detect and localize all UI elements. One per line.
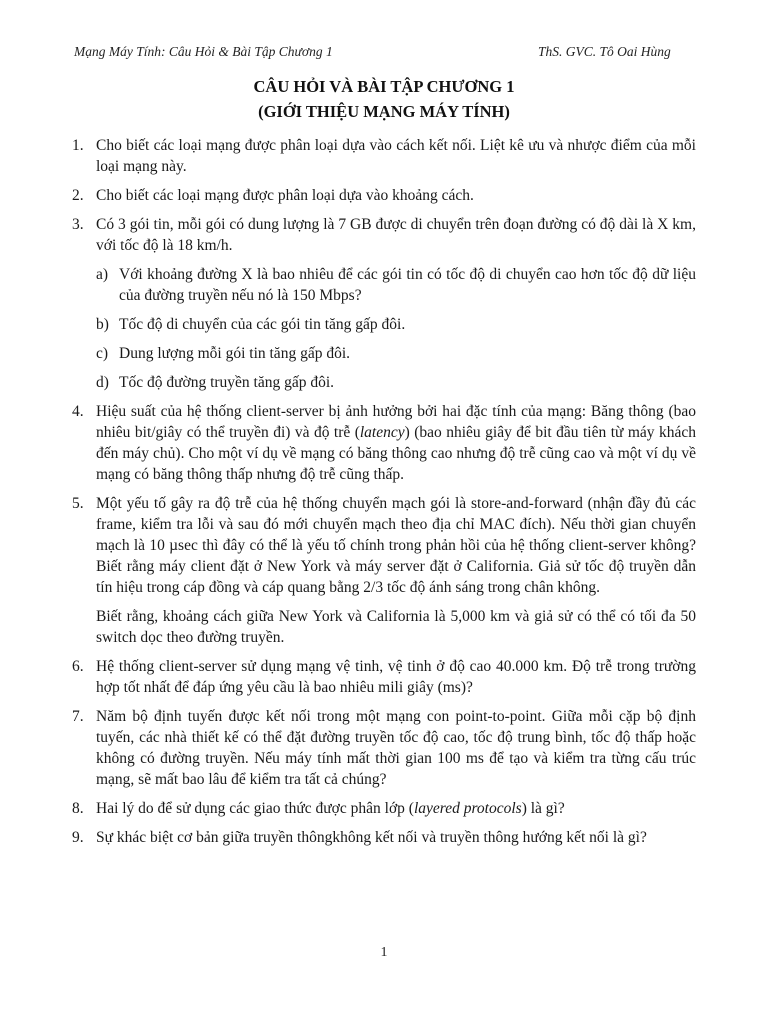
- question-number: 1.: [72, 137, 84, 154]
- question-3: [72, 214, 696, 256]
- header-course-title: Mạng Máy Tính: Câu Hỏi & Bài Tập Chương 1: [74, 44, 333, 59]
- part-text: Với khoảng đường X là bao nhiêu để các gói tin có tốc độ di chuyển cao hơn tốc độ dữ liệu của đường truyền nếu nó là 150 Mbps?: [119, 266, 696, 304]
- question-text: [96, 798, 696, 819]
- question-number: 7.: [72, 708, 84, 725]
- question-1: [72, 135, 696, 177]
- question-text: Có 3 gói tin, mỗi gói có dung lượng là 7 GB được di chuyển trên đoạn đường có độ dài là X km, với tốc độ là 18 km/h.: [96, 216, 696, 254]
- question-text: Năm bộ định tuyến được kết nối trong một mạng con point-to-point. Giữa mỗi cặp bộ định tuyến, các nhà thiết kế có thể đặt đường truyền tốc độ cao, tốc độ trung bình, tốc độ thấp hoặc không có đường truyền. Nếu máy tính mất thời gian 100 ms để tạo và kiểm tra từng cấu trúc mạng, sẽ mất bao lâu để kiểm tra tất cả chúng?: [96, 708, 696, 788]
- question-number: 3.: [72, 216, 84, 233]
- text-segment: Hiệu suất của hệ thống client-server bị ảnh hưởng bởi hai đặc tính của mạng: Băng thông (bao nhiêu bit/giây có thể truyền đi) và độ trễ (: [96, 403, 696, 441]
- question-text: [96, 401, 696, 485]
- part-label: c): [96, 345, 109, 362]
- part-label: d): [96, 374, 109, 391]
- question-text: Sự khác biệt cơ bản giữa truyền thôngkhông kết nối và truyền thông hướng kết nối là gì?: [96, 829, 647, 846]
- part-text: Dung lượng mỗi gói tin tăng gấp đôi.: [119, 345, 351, 362]
- page-number: 1: [380, 945, 388, 960]
- question-text: Cho biết các loại mạng được phân loại dựa vào khoảng cách.: [96, 187, 474, 204]
- question-5-note: Biết rằng, khoảng cách giữa New York và California là 5,000 km và giả sử có thể có tối đa 50 switch dọc theo đường truyền.: [96, 608, 696, 646]
- text-segment: ) là gì?: [521, 800, 565, 817]
- question-9: [72, 827, 696, 848]
- question-2: [72, 185, 696, 206]
- text-segment: ) (bao nhiêu giây để bit đầu tiên từ máy khách đến máy chủ). Cho một ví dụ về mạng có băng thông cao nhưng độ trễ cũng cao và một ví dụ về mạng có băng thông thấp nhưng độ trễ cũng thấp.: [96, 424, 696, 483]
- italic-term: latency: [359, 424, 405, 441]
- question-8: [72, 798, 696, 819]
- question-7: [72, 706, 696, 790]
- question-3-part-b: [96, 314, 696, 335]
- question-4: [72, 401, 696, 485]
- question-number: 8.: [72, 800, 84, 817]
- question-list: [0, 128, 768, 848]
- question-number: 5.: [72, 495, 84, 512]
- page-subtitle: (GIỚI THIỆU MẠNG MÁY TÍNH): [258, 102, 510, 121]
- text-segment: Hai lý do để sử dụng các giao thức được phân lớp (: [96, 800, 414, 817]
- header-author: ThS. GVC. Tô Oai Hùng: [538, 44, 671, 59]
- question-number: 4.: [72, 403, 84, 420]
- part-label: b): [96, 316, 109, 333]
- question-text: Hệ thống client-server sử dụng mạng vệ tinh, vệ tinh ở độ cao 40.000 km. Độ trễ trong trường hợp tốt nhất để đáp ứng yêu cầu là bao nhiêu mili giây (ms)?: [96, 658, 696, 696]
- question-6: [72, 656, 696, 698]
- question-number: 2.: [72, 187, 84, 204]
- part-text: Tốc độ đường truyền tăng gấp đôi.: [119, 374, 335, 391]
- italic-term: layered protocols: [413, 800, 522, 817]
- part-label: a): [96, 266, 109, 283]
- page-title: CÂU HỎI VÀ BÀI TẬP CHƯƠNG 1: [253, 77, 515, 96]
- question-5: [72, 493, 696, 598]
- question-number: 9.: [72, 829, 84, 846]
- part-text: Tốc độ di chuyển của các gói tin tăng gấp đôi.: [119, 316, 406, 333]
- question-text: Cho biết các loại mạng được phân loại dựa vào cách kết nối. Liệt kê ưu và nhược điểm của mỗi loại mạng này.: [96, 137, 696, 175]
- question-3-part-c: [96, 343, 696, 364]
- question-number: 6.: [72, 658, 84, 675]
- question-text: Một yếu tố gây ra độ trễ của hệ thống chuyển mạch gói là store-and-forward (nhận đầy đủ các frame, kiểm tra lỗi và sau đó mới chuyển mạch theo địa chỉ MAC đích). Nếu thời gian chuyển mạch là 10 µsec thì đây có thể là yếu tố chính trong phản hồi của hệ thống client-server không? Biết rằng máy client đặt ở New York và máy server đặt ở California. Giả sử tốc độ truyền dẫn tín hiệu trong cáp đồng và cáp quang bằng 2/3 tốc độ ánh sáng trong chân không.: [96, 495, 696, 596]
- question-3-part-d: [96, 372, 696, 393]
- question-3-part-a: [96, 264, 696, 306]
